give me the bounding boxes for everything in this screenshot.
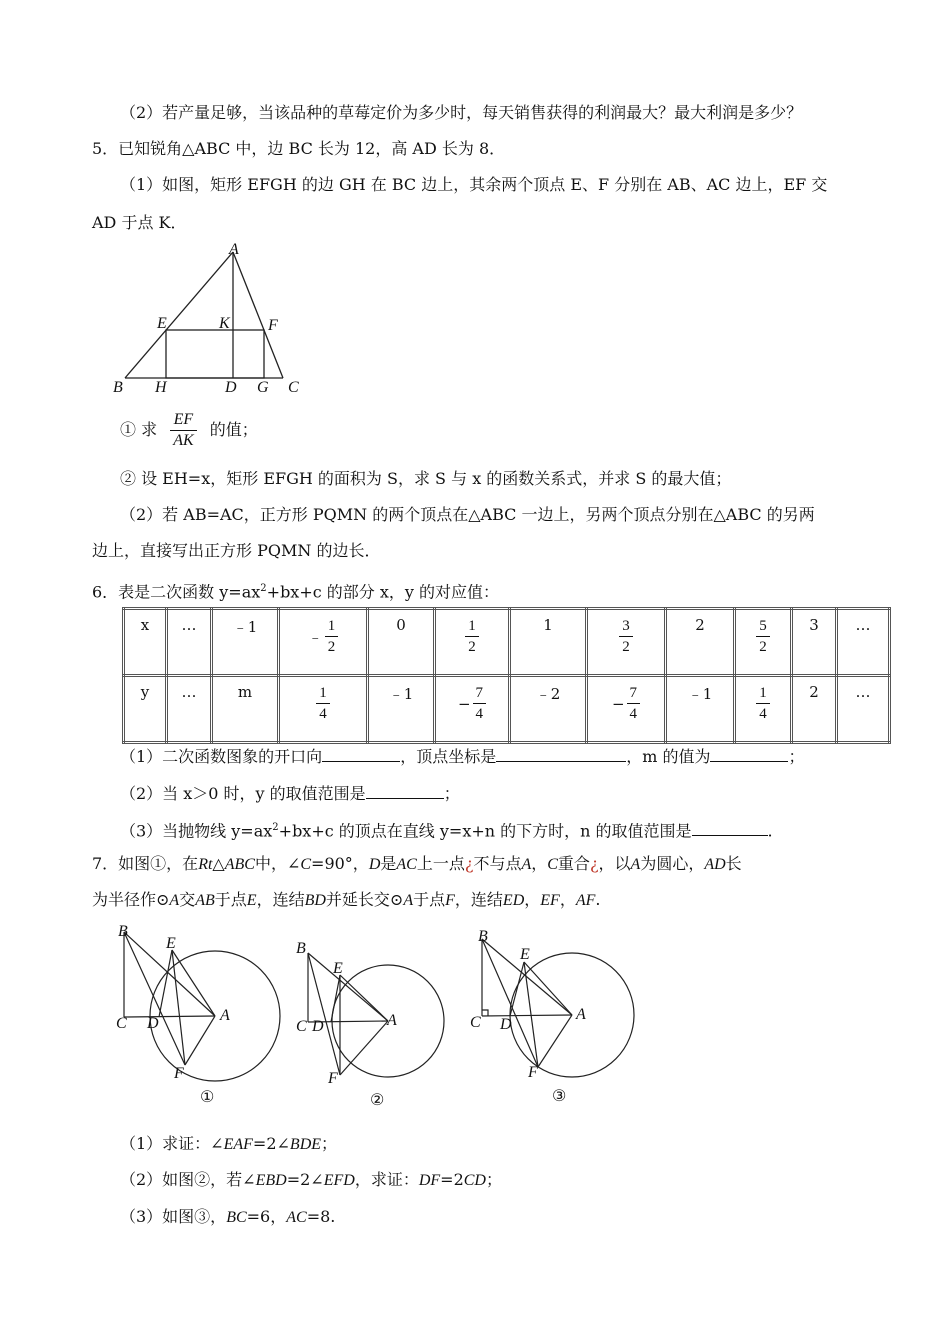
label-D: D — [225, 379, 237, 396]
table-cell — [735, 676, 792, 743]
cell-value: m — [237, 683, 253, 701]
q7-text: 为圆心， — [640, 854, 705, 873]
point-E: E — [520, 946, 530, 963]
label-A: A — [229, 241, 239, 258]
cell-value: ﹣2 — [535, 685, 561, 703]
q7-part2 — [120, 1169, 502, 1192]
q7-text: E — [246, 892, 257, 909]
label-E: E — [157, 315, 167, 332]
answer-blank[interactable] — [496, 745, 626, 762]
label-H: H — [155, 379, 167, 396]
point-E: E — [166, 935, 176, 952]
point-B: B — [118, 923, 128, 940]
fraction-numerator: EF — [170, 410, 196, 431]
q7-figure-3 — [466, 925, 646, 1110]
table-cell — [510, 609, 587, 676]
q5-sub1-suffix: 的值； — [209, 420, 258, 439]
q7-text: AF — [575, 892, 596, 909]
fraction-denominator: 4 — [319, 706, 327, 722]
q7-text: 于点 — [214, 890, 247, 909]
q6-part1 — [120, 745, 804, 768]
point-C: C — [296, 1018, 307, 1035]
cell-value: … — [855, 683, 871, 701]
q7-text: ，连结 — [454, 890, 503, 909]
q7-text: ¿ — [589, 854, 599, 873]
q7-text: F — [445, 892, 455, 909]
cell-fraction — [627, 683, 641, 724]
point-D: D — [147, 1015, 159, 1032]
cell-fraction — [316, 683, 330, 724]
q5-part2-line2: 边上，直接写出正方形 PQMN 的边长． — [92, 541, 381, 560]
cell-sign: − — [457, 694, 471, 713]
q7-text: 于点 — [413, 890, 446, 909]
cell-fraction — [756, 616, 770, 657]
table-header-x: x — [124, 609, 167, 676]
q7-text: CD — [463, 1172, 486, 1189]
cell-value: ﹣1 — [687, 685, 713, 703]
label-K: K — [219, 315, 230, 332]
fraction-denominator: AK — [173, 432, 194, 449]
q7-text: ED — [502, 892, 525, 909]
q7-text: A — [630, 856, 641, 873]
q7-text: ； — [321, 1134, 338, 1153]
q7-figure-1 — [110, 920, 290, 1110]
q7-text: 中，∠ — [254, 854, 301, 873]
q6-p2-b: ； — [443, 784, 460, 803]
table-cell — [167, 609, 212, 676]
label-F: F — [268, 317, 278, 334]
fraction-denominator: 4 — [759, 706, 767, 722]
q6-p1-b: ，顶点坐标是 — [400, 747, 497, 766]
q7-text: C — [300, 856, 312, 873]
q7-text: =2∠ — [252, 1134, 290, 1153]
cell-value: 2 — [695, 616, 705, 634]
fraction-numerator: 7 — [473, 683, 487, 704]
q7-text: =2 — [440, 1170, 464, 1189]
q7-text: 上一点 — [416, 854, 465, 873]
q7-text: 7．如图①，在 — [92, 854, 199, 873]
q6-stem-b: +bx+c 的部分 x，y 的对应值： — [266, 582, 500, 602]
cell-value: ﹣1 — [232, 618, 258, 636]
q7-text: 重合 — [557, 854, 590, 873]
q5-sub2: ② 设 EH=x，矩形 EFGH 的面积为 S，求 S 与 x 的函数关系式，并求 S 的最大值； — [120, 469, 732, 488]
q7-text: 是 — [380, 854, 397, 873]
answer-blank[interactable] — [692, 819, 768, 836]
q7-part1 — [120, 1133, 337, 1156]
q5-sub1 — [120, 408, 258, 452]
q5-part2-line1: （2）若 AB=AC，正方形 PQMN 的两个顶点在△ABC 一边上，另两个顶点分别在△ABC 的另两 — [120, 505, 815, 524]
q7-text: AC — [286, 1209, 307, 1226]
q7-text: =8. — [306, 1207, 336, 1226]
cell-value: 3 — [809, 616, 819, 634]
fraction-numerator: 1 — [465, 616, 479, 637]
point-E: E — [333, 960, 343, 977]
cell-value: 1 — [543, 616, 553, 634]
q7-text: BD — [304, 892, 326, 909]
q7-part3 — [120, 1206, 335, 1229]
q7-text: A — [521, 856, 532, 873]
cell-fraction — [465, 616, 479, 657]
q5-stem: 5．已知锐角△ABC 中，边 BC 长为 12，高 AD 长为 8． — [92, 139, 506, 158]
cell-value: 0 — [396, 616, 406, 634]
table-cell — [368, 676, 435, 743]
q5-part1-line2: AD 于点 K． — [92, 213, 187, 232]
q7-text: =6， — [246, 1207, 287, 1226]
q6-p3-a: （3）当抛物线 y=ax — [120, 821, 273, 841]
q4-part2: （2）若产量足够，当该品种的草莓定价为多少时，每天销售获得的利润最大？最大利润是多少？ — [120, 103, 803, 122]
q7-text: A — [403, 892, 414, 909]
q7-text: =2∠ — [286, 1170, 324, 1189]
q7-text: ， — [524, 890, 541, 909]
q6-p1-a: （1）二次函数图象的开口向 — [120, 747, 323, 766]
fraction-numerator: 5 — [756, 616, 770, 637]
q6-p1-d: ； — [788, 747, 805, 766]
q7-text: （1）求证：∠ — [120, 1134, 224, 1153]
table-cell — [587, 676, 666, 743]
q7-text: （3）如图③， — [120, 1207, 227, 1226]
cell-fraction — [473, 683, 487, 724]
q7-stem-line2 — [92, 889, 600, 912]
table-cell — [837, 609, 890, 676]
cell-sign: ﹣ — [307, 628, 323, 646]
q6-part2 — [120, 782, 460, 805]
q7-text: 长 — [725, 854, 742, 873]
cell-fraction — [325, 616, 339, 657]
table-cell — [666, 609, 735, 676]
point-B: B — [478, 928, 488, 945]
point-C: C — [470, 1014, 481, 1031]
point-F: F — [174, 1065, 184, 1082]
q6-stem-a: 6．表是二次函数 y=ax — [92, 582, 261, 602]
q7-text: EF — [540, 892, 560, 909]
answer-blank[interactable] — [322, 745, 400, 762]
table-cell — [279, 676, 368, 743]
label-G: G — [257, 379, 269, 396]
fraction-numerator: 7 — [627, 683, 641, 704]
fraction-numerator: 1 — [325, 616, 339, 637]
figure-caption-3: ③ — [552, 1088, 567, 1105]
q7-text: BC — [226, 1209, 247, 1226]
point-A: A — [387, 1012, 397, 1029]
fraction-denominator: 2 — [468, 639, 476, 655]
q6-part3 — [120, 817, 773, 842]
q7-text: =90°， — [311, 854, 369, 873]
q7-text: ； — [485, 1170, 502, 1189]
fraction-denominator: 4 — [629, 706, 638, 722]
table-cell — [510, 676, 587, 743]
q7-text: DF — [418, 1172, 441, 1189]
q5-triangle-figure — [105, 238, 310, 400]
q7-text: AB — [195, 892, 215, 909]
q7-text: EBD — [255, 1172, 287, 1189]
label-C: C — [288, 379, 299, 396]
cell-value: … — [181, 616, 197, 634]
q5-sub1-prefix: ① 求 — [120, 420, 158, 439]
fraction-numerator: 3 — [619, 616, 633, 637]
q7-text: ABC — [224, 856, 255, 873]
fraction-denominator: 2 — [327, 639, 336, 655]
q7-text: Rt — [198, 856, 213, 873]
q7-text: ，连结 — [256, 890, 305, 909]
table-cell — [792, 676, 837, 743]
point-A: A — [576, 1006, 586, 1023]
q7-stem-line1 — [92, 853, 742, 876]
q7-text: . — [595, 890, 601, 909]
q7-text: 不与点 — [473, 854, 522, 873]
value-table — [122, 607, 891, 744]
table-cell — [435, 609, 510, 676]
ef-over-ak-fraction — [170, 410, 196, 451]
point-B: B — [296, 940, 306, 957]
q6-p1-c: ，m 的值为 — [626, 747, 711, 766]
q7-text: △ — [212, 854, 225, 873]
point-F: F — [528, 1064, 538, 1081]
answer-blank[interactable] — [710, 745, 788, 762]
fraction-denominator: 2 — [622, 639, 630, 655]
q7-text: ， — [559, 890, 576, 909]
q7-text: ， — [531, 854, 548, 873]
q7-text: ，以 — [598, 854, 631, 873]
q7-text: 为半径作⊙ — [92, 890, 170, 909]
label-B: B — [113, 379, 123, 396]
point-D: D — [312, 1018, 324, 1035]
table-cell — [435, 676, 510, 743]
q6-p2-a: （2）当 x＞0 时，y 的取值范围是 — [120, 784, 366, 803]
table-cell — [212, 609, 279, 676]
fraction-numerator: 1 — [316, 683, 330, 704]
table-cell — [212, 676, 279, 743]
q6-p3-b: +bx+c 的顶点在直线 y=x+n 的下方时，n 的取值范围是 — [278, 821, 692, 841]
answer-blank[interactable] — [366, 782, 444, 799]
cell-value: 2 — [809, 683, 819, 701]
point-A: A — [220, 1007, 230, 1024]
q6-stem-sup: 2 — [260, 583, 267, 594]
q7-text: ，求证： — [354, 1170, 419, 1189]
q7-text: （2）如图②，若∠ — [120, 1170, 256, 1189]
table-cell — [666, 676, 735, 743]
figure-caption-1: ① — [200, 1089, 215, 1106]
table-cell — [279, 609, 368, 676]
table-cell — [587, 609, 666, 676]
q7-figure-2 — [288, 935, 458, 1115]
q7-text: BDE — [289, 1136, 322, 1153]
figure-caption-2: ② — [370, 1092, 385, 1109]
table-cell — [735, 609, 792, 676]
table-cell — [167, 676, 212, 743]
q7-text: EAF — [223, 1136, 253, 1153]
table-cell — [837, 676, 890, 743]
point-D: D — [500, 1016, 512, 1033]
table-cell — [368, 609, 435, 676]
q5-part1-line1: （1）如图，矩形 EFGH 的边 GH 在 BC 边上，其余两个顶点 E、F 分别在 AB、AC 边上，EF 交 — [120, 175, 828, 194]
q7-text: AC — [396, 856, 417, 873]
cell-fraction — [756, 683, 770, 724]
q7-text: D — [368, 856, 381, 873]
fraction-denominator: 4 — [475, 706, 484, 722]
q7-text: 并延长交⊙ — [325, 890, 404, 909]
q6-p3-sup: 2 — [272, 822, 279, 833]
table-header-y: y — [124, 676, 167, 743]
cell-value: ﹣1 — [388, 685, 414, 703]
q7-text: C — [547, 856, 558, 873]
point-F: F — [328, 1070, 338, 1087]
table-row-y — [124, 676, 890, 743]
q7-text: EFD — [323, 1172, 355, 1189]
q7-text: ¿ — [464, 854, 474, 873]
table-row-x — [124, 609, 890, 676]
cell-fraction — [619, 616, 633, 657]
q6-p3-c: . — [767, 821, 773, 841]
q7-text: 交 — [179, 890, 196, 909]
fraction-denominator: 2 — [759, 639, 767, 655]
q7-text: AD — [704, 856, 726, 873]
point-C: C — [116, 1015, 127, 1032]
cell-value: … — [181, 683, 197, 701]
q6-stem — [92, 578, 499, 603]
fraction-numerator: 1 — [756, 683, 770, 704]
q7-text: A — [169, 892, 180, 909]
table-cell — [792, 609, 837, 676]
cell-value: … — [855, 616, 871, 634]
cell-sign: − — [611, 694, 625, 713]
